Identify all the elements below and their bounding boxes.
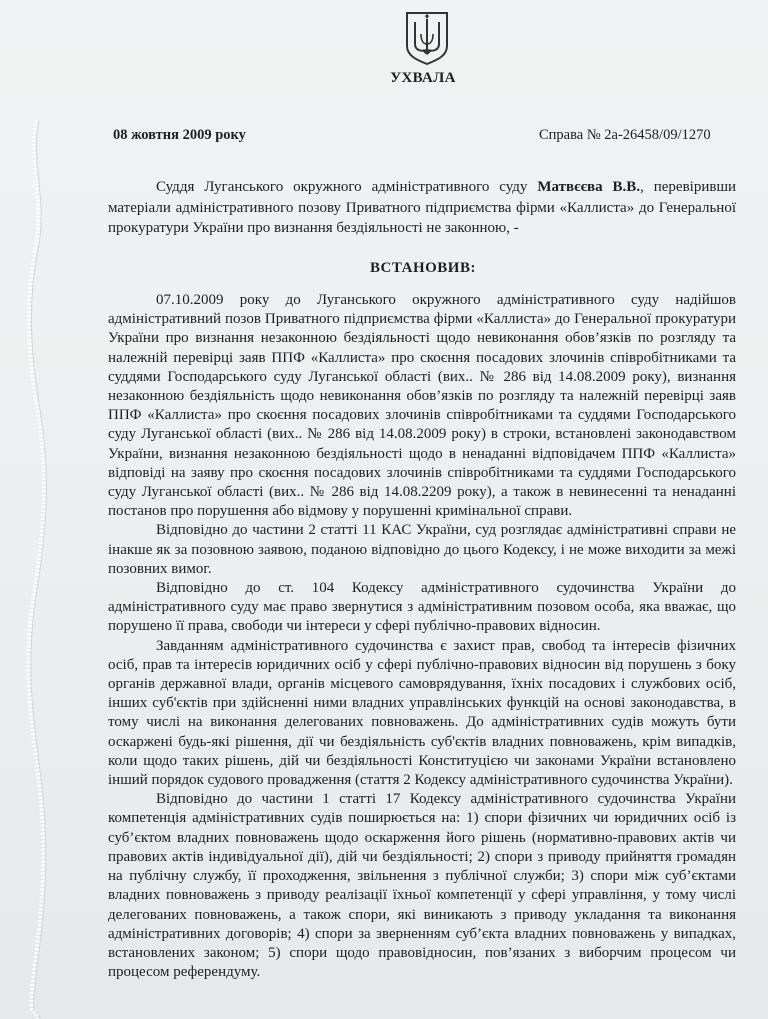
paragraph-receipt: 07.10.2009 року до Луганського окружного адміністративного суду надійшов адміністративний позов Приватного підприємства фірми «Каллиста» до Генеральної прокуратури України про визнання незаконною бездіяльності щодо невиконання обов’язків по розгляду та належній перевірці заяв ППФ «Каллиста» про скоєння посадових злочинів співробітниками та суддями Господарського суду Луганської області (вих.. № 286 від 14.08.2009 року), визнання незаконною бездіяльність щодо невиконання обов’язків по розгляду та належній перевірці заяв ППФ «Каллиста» про скоєння посадових злочинів співробітниками та суддями Господарського суду Луганської області (вих.. № 286 від 14.08.2009 року) в строки, встановлені законодавством України, визнання незаконною бездіяльності щодо в ненаданні відповідачем ППФ «Каллиста» відповіді на заяву про скоєння посадових злочинів співробітниками та суддями Господарського суду Луганської області (вих.. № 286 від 14.08.2209 року), а також в невинесенні та ненаданні постанов про порушення або відмову у порушенні кримінальної справи. — [108, 292, 736, 520]
judge-name: Матвєєва В.В. — [537, 179, 641, 195]
paragraph-art-17: Відповідно до частини 1 статті 17 Кодексу адміністративного судочинства України компетенція адміністративних судів поширюється на: 1) спори фізичних чи юридичних осіб із суб’єктом владних повноважень щодо оскарження його рішень (нормативно-правових актів чи правових актів індивідуальної дії), дій чи бездіяльності; 2) спори з приводу прийняття громадян на публічну службу, її проходження, звільнення з публічної служби; 3) спори між суб’єктами владних повноважень з приводу реалізації їхньої компетенції у сфері управління, у тому числі делегованих повноважень, а також спори, які виникають з приводу укладання та виконання адміністративних договорів; 4) спори за зверненням суб’єкта владних повноважень у випадках, встановлених законом; 5) спори щодо правовідносин, пов’язаних з виборчим процесом чи процесом референдуму. — [108, 791, 736, 981]
intro-before: Суддя Луганського окружного адміністративного суду — [156, 179, 538, 195]
binding-thread — [24, 120, 50, 1019]
section-heading: ВСТАНОВИВ: — [370, 260, 476, 276]
document-title: УХВАЛА — [390, 70, 456, 86]
findings-section — [108, 291, 736, 982]
intro-after: , перевіривши матеріали адміністративного позову Приватного підприємства фірми «Каллиста» до Генеральної прокуратури України про визнання бездіяльності не законною, - — [108, 179, 737, 236]
trident-emblem-icon — [403, 10, 451, 66]
intro-paragraph — [108, 177, 736, 239]
case-number: Справа № 2а-26458/09/1270 — [539, 127, 711, 143]
paragraph-art-104: Відповідно до ст. 104 Кодексу адміністративного судочинства України до адміністративного суду має право звернутися з адміністративним позовом особа, яка вважає, що порушено її права, свободи чи інтереси у сфері публічно-правових відносин. — [108, 580, 736, 635]
paragraph-art-11: Відповідно до частини 2 статті 11 КАС України, суд розглядає адміністративні справи не інакше як за позовною заявою, поданою відповідно до цього Кодексу, і не може виходити за межі позовних вимог. — [108, 522, 736, 577]
paragraph-tasks: Завданням адміністративного судочинства є захист прав, свобод та інтересів фізичних осіб, прав та інтересів юридичних осіб у сфері публічно-правових відносин від порушень з боку органів державної влади, органів місцевого самоврядування, їхніх посадових і службових осіб, інших суб'єктів при здійсненні ними владних управлінських функцій на основі законодавства, в тому числі на виконання делегованих повноважень. До адміністративних судів можуть бути оскаржені будь-які рішення, дії чи бездіяльність суб'єктів владних повноважень, крім випадків, коли щодо таких рішень, дій чи бездіяльності Конституцією чи законами України встановлено інший порядок судового провадження (стаття 2 Кодексу адміністративного судочинства України). — [108, 637, 736, 789]
document-date: 08 жовтня 2009 року — [113, 127, 246, 143]
